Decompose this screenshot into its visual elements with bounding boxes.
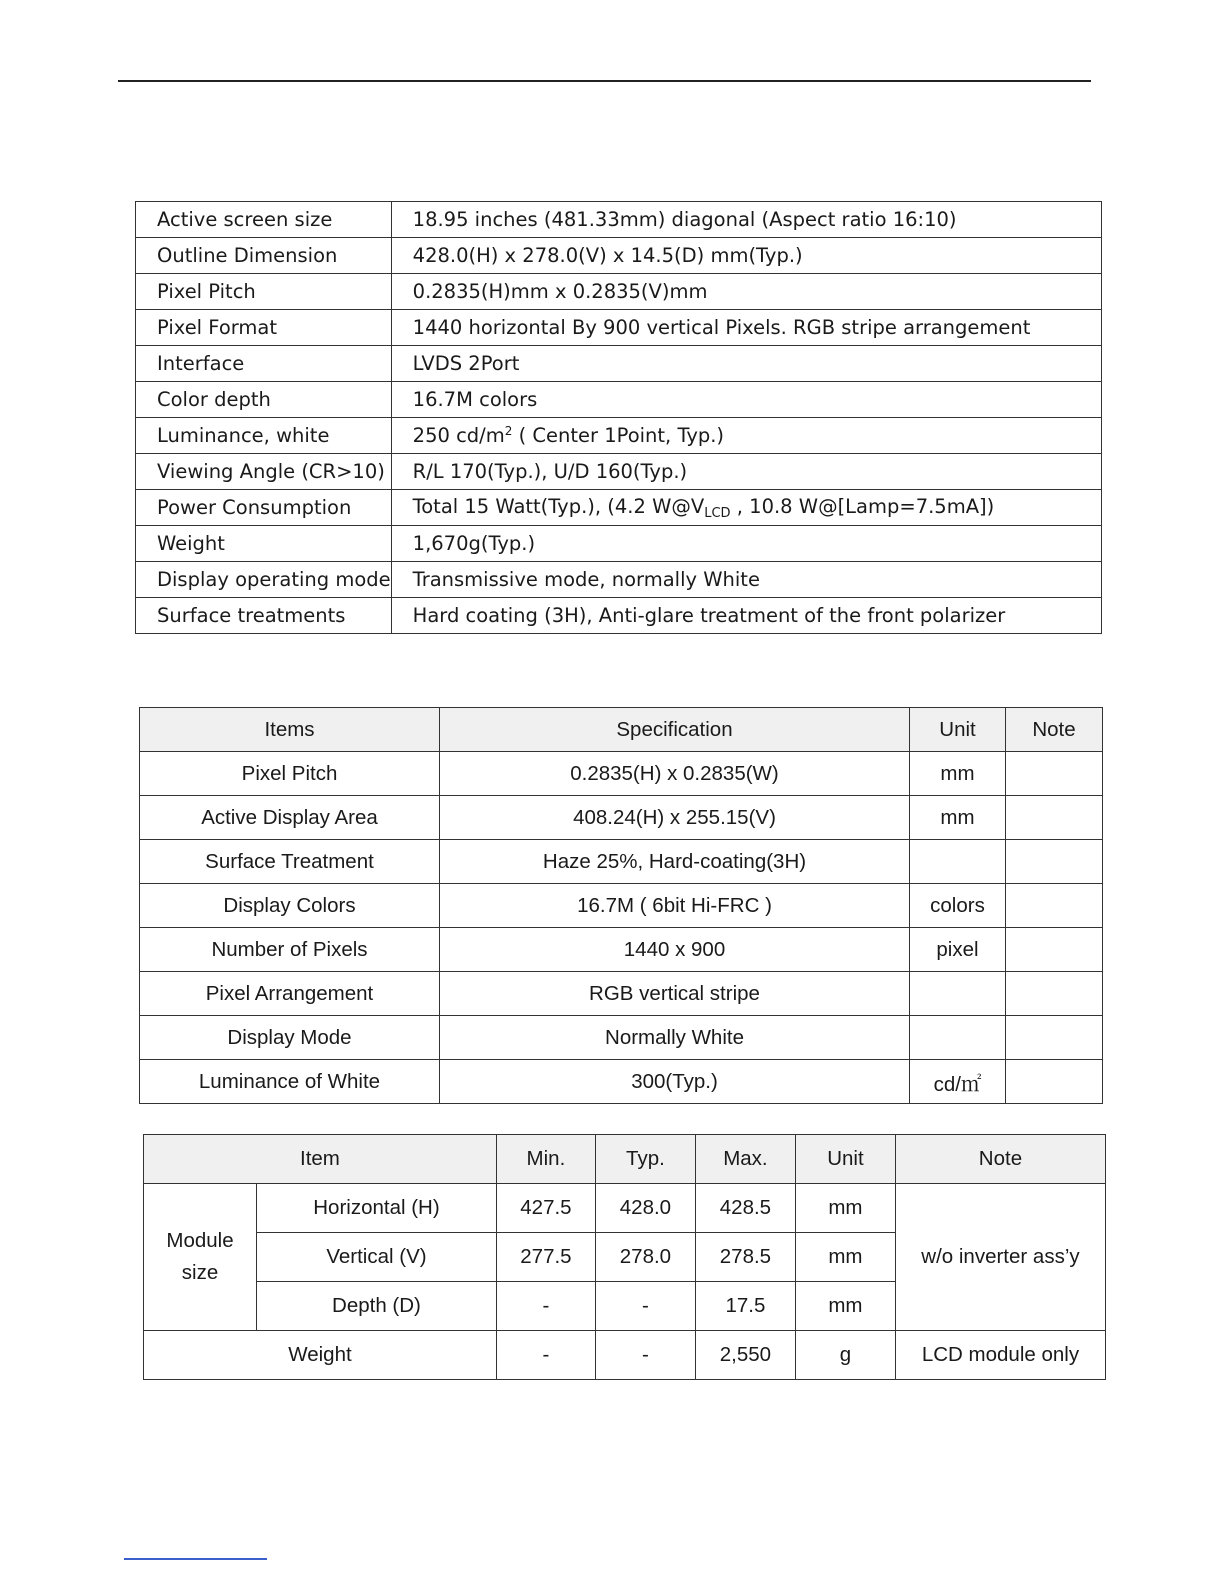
header-specification: Specification	[440, 708, 910, 752]
row-label: Interface	[136, 346, 392, 382]
item-cell: Display Mode	[140, 1016, 440, 1060]
spec-cell: 0.2835(H) x 0.2835(W)	[440, 752, 910, 796]
header-item: Item	[144, 1135, 497, 1184]
row-label: Pixel Format	[136, 310, 392, 346]
item-cell: Luminance of White	[140, 1060, 440, 1104]
table-row	[136, 562, 1102, 598]
unit-cell: cd/㎡	[910, 1060, 1006, 1104]
table-row	[136, 418, 1102, 454]
table-row	[140, 972, 1103, 1016]
dimension-label: Vertical (V)	[257, 1233, 497, 1282]
unit-cell: mm	[795, 1233, 895, 1282]
dimension-label: Depth (D)	[257, 1282, 497, 1331]
typ-cell: 428.0	[595, 1184, 695, 1233]
typ-cell: -	[595, 1331, 695, 1380]
spec-cell: 408.24(H) x 255.15(V)	[440, 796, 910, 840]
item-cell: Pixel Pitch	[140, 752, 440, 796]
luminance-value: 250 cd/m	[412, 424, 505, 447]
display-spec-table	[139, 707, 1103, 1104]
unit-cell: pixel	[910, 928, 1006, 972]
row-value: 16.7M colors	[391, 382, 1101, 418]
table-row	[140, 840, 1103, 884]
table-row	[136, 598, 1102, 634]
table-row	[144, 1184, 1106, 1233]
mechanical-spec-table	[143, 1134, 1106, 1380]
row-value: Hard coating (3H), Anti-glare treatment of the front polarizer	[391, 598, 1101, 634]
header-min: Min.	[496, 1135, 595, 1184]
table-row	[140, 928, 1103, 972]
table-row	[136, 382, 1102, 418]
item-cell: Display Colors	[140, 884, 440, 928]
unit-cell: mm	[795, 1184, 895, 1233]
row-value: Transmissive mode, normally White	[391, 562, 1101, 598]
note-cell	[1006, 752, 1103, 796]
row-label: Outline Dimension	[136, 238, 392, 274]
min-cell: -	[496, 1282, 595, 1331]
min-cell: -	[496, 1331, 595, 1380]
unit-cell	[910, 972, 1006, 1016]
power-value: Total 15 Watt(Typ.), (4.2 W@V	[412, 494, 705, 518]
note-cell	[1006, 1016, 1103, 1060]
header-row	[140, 708, 1103, 752]
table-row	[140, 796, 1103, 840]
typ-cell: -	[595, 1282, 695, 1331]
table-row	[140, 1060, 1103, 1104]
row-value: 1440 horizontal By 900 vertical Pixels. RGB stripe arrangement	[391, 310, 1101, 346]
header-note: Note	[895, 1135, 1105, 1184]
unit-cell: g	[795, 1331, 895, 1380]
spec-cell: 16.7M ( 6bit Hi-FRC )	[440, 884, 910, 928]
item-cell: Number of Pixels	[140, 928, 440, 972]
row-label: Active screen size	[136, 202, 392, 238]
unit-cell: mm	[910, 752, 1006, 796]
row-value: 428.0(H) x 278.0(V) x 14.5(D) mm(Typ.)	[391, 238, 1101, 274]
header-typ: Typ.	[595, 1135, 695, 1184]
footer-link-underline	[124, 1558, 267, 1560]
table-row	[136, 274, 1102, 310]
spec-cell: 1440 x 900	[440, 928, 910, 972]
item-cell: Pixel Arrangement	[140, 972, 440, 1016]
note-cell	[1006, 796, 1103, 840]
row-label: Viewing Angle (CR>10)	[136, 454, 392, 490]
header-note: Note	[1006, 708, 1103, 752]
spec-cell: RGB vertical stripe	[440, 972, 910, 1016]
general-spec-table	[135, 201, 1102, 634]
table-row	[144, 1331, 1106, 1380]
row-label: Color depth	[136, 382, 392, 418]
header-max: Max.	[695, 1135, 795, 1184]
table-row	[140, 884, 1103, 928]
min-cell: 427.5	[496, 1184, 595, 1233]
spec-cell: Normally White	[440, 1016, 910, 1060]
module-note-cell: w/o inverter ass’y	[895, 1184, 1105, 1331]
unit-cell	[910, 1016, 1006, 1060]
superscript: 2	[504, 424, 513, 438]
subscript: LCD	[704, 505, 731, 521]
row-label: Weight	[136, 526, 392, 562]
item-cell: Active Display Area	[140, 796, 440, 840]
size-label: size	[181, 1261, 219, 1284]
unit-cell: colors	[910, 884, 1006, 928]
luminance-note: ( Center 1Point, Typ.)	[512, 424, 725, 447]
row-label: Power Consumption	[136, 490, 392, 526]
unit-cell	[910, 840, 1006, 884]
dimension-label: Horizontal (H)	[257, 1184, 497, 1233]
table-row	[136, 490, 1102, 526]
row-label: Display operating mode	[136, 562, 392, 598]
header-unit: Unit	[795, 1135, 895, 1184]
unit-cell: mm	[910, 796, 1006, 840]
power-detail: , 10.8 W@[Lamp=7.5mA])	[730, 494, 995, 518]
table-row	[136, 526, 1102, 562]
max-cell: 17.5	[695, 1282, 795, 1331]
note-cell	[1006, 1060, 1103, 1104]
typ-cell: 278.0	[595, 1233, 695, 1282]
header-items: Items	[140, 708, 440, 752]
row-value: 1,670g(Typ.)	[391, 526, 1101, 562]
note-cell	[1006, 840, 1103, 884]
note-cell	[1006, 928, 1103, 972]
max-cell: 2,550	[695, 1331, 795, 1380]
note-cell	[1006, 972, 1103, 1016]
table-row	[136, 202, 1102, 238]
header-row	[144, 1135, 1106, 1184]
table-row	[136, 238, 1102, 274]
max-cell: 278.5	[695, 1233, 795, 1282]
row-label: Surface treatments	[136, 598, 392, 634]
row-value: LVDS 2Port	[391, 346, 1101, 382]
table-row	[140, 752, 1103, 796]
row-value: 0.2835(H)mm x 0.2835(V)mm	[391, 274, 1101, 310]
row-label: Luminance, white	[136, 418, 392, 454]
min-cell: 277.5	[496, 1233, 595, 1282]
header-unit: Unit	[910, 708, 1006, 752]
row-label: Pixel Pitch	[136, 274, 392, 310]
max-cell: 428.5	[695, 1184, 795, 1233]
item-cell: Surface Treatment	[140, 840, 440, 884]
note-cell	[1006, 884, 1103, 928]
row-value	[391, 418, 1101, 454]
module-label: Module	[166, 1229, 234, 1252]
spec-cell: Haze 25%, Hard-coating(3H)	[440, 840, 910, 884]
spec-cell: 300(Typ.)	[440, 1060, 910, 1104]
note-cell: LCD module only	[895, 1331, 1105, 1380]
table-row	[136, 454, 1102, 490]
table-row	[140, 1016, 1103, 1060]
header-rule	[118, 80, 1091, 82]
table-row	[136, 346, 1102, 382]
module-size-cell	[144, 1184, 257, 1331]
weight-label: Weight	[144, 1331, 497, 1380]
table-row	[136, 310, 1102, 346]
unit-cell: mm	[795, 1282, 895, 1331]
row-value: R/L 170(Typ.), U/D 160(Typ.)	[391, 454, 1101, 490]
row-value: 18.95 inches (481.33mm) diagonal (Aspect ratio 16:10)	[391, 202, 1101, 238]
row-value	[391, 490, 1101, 526]
